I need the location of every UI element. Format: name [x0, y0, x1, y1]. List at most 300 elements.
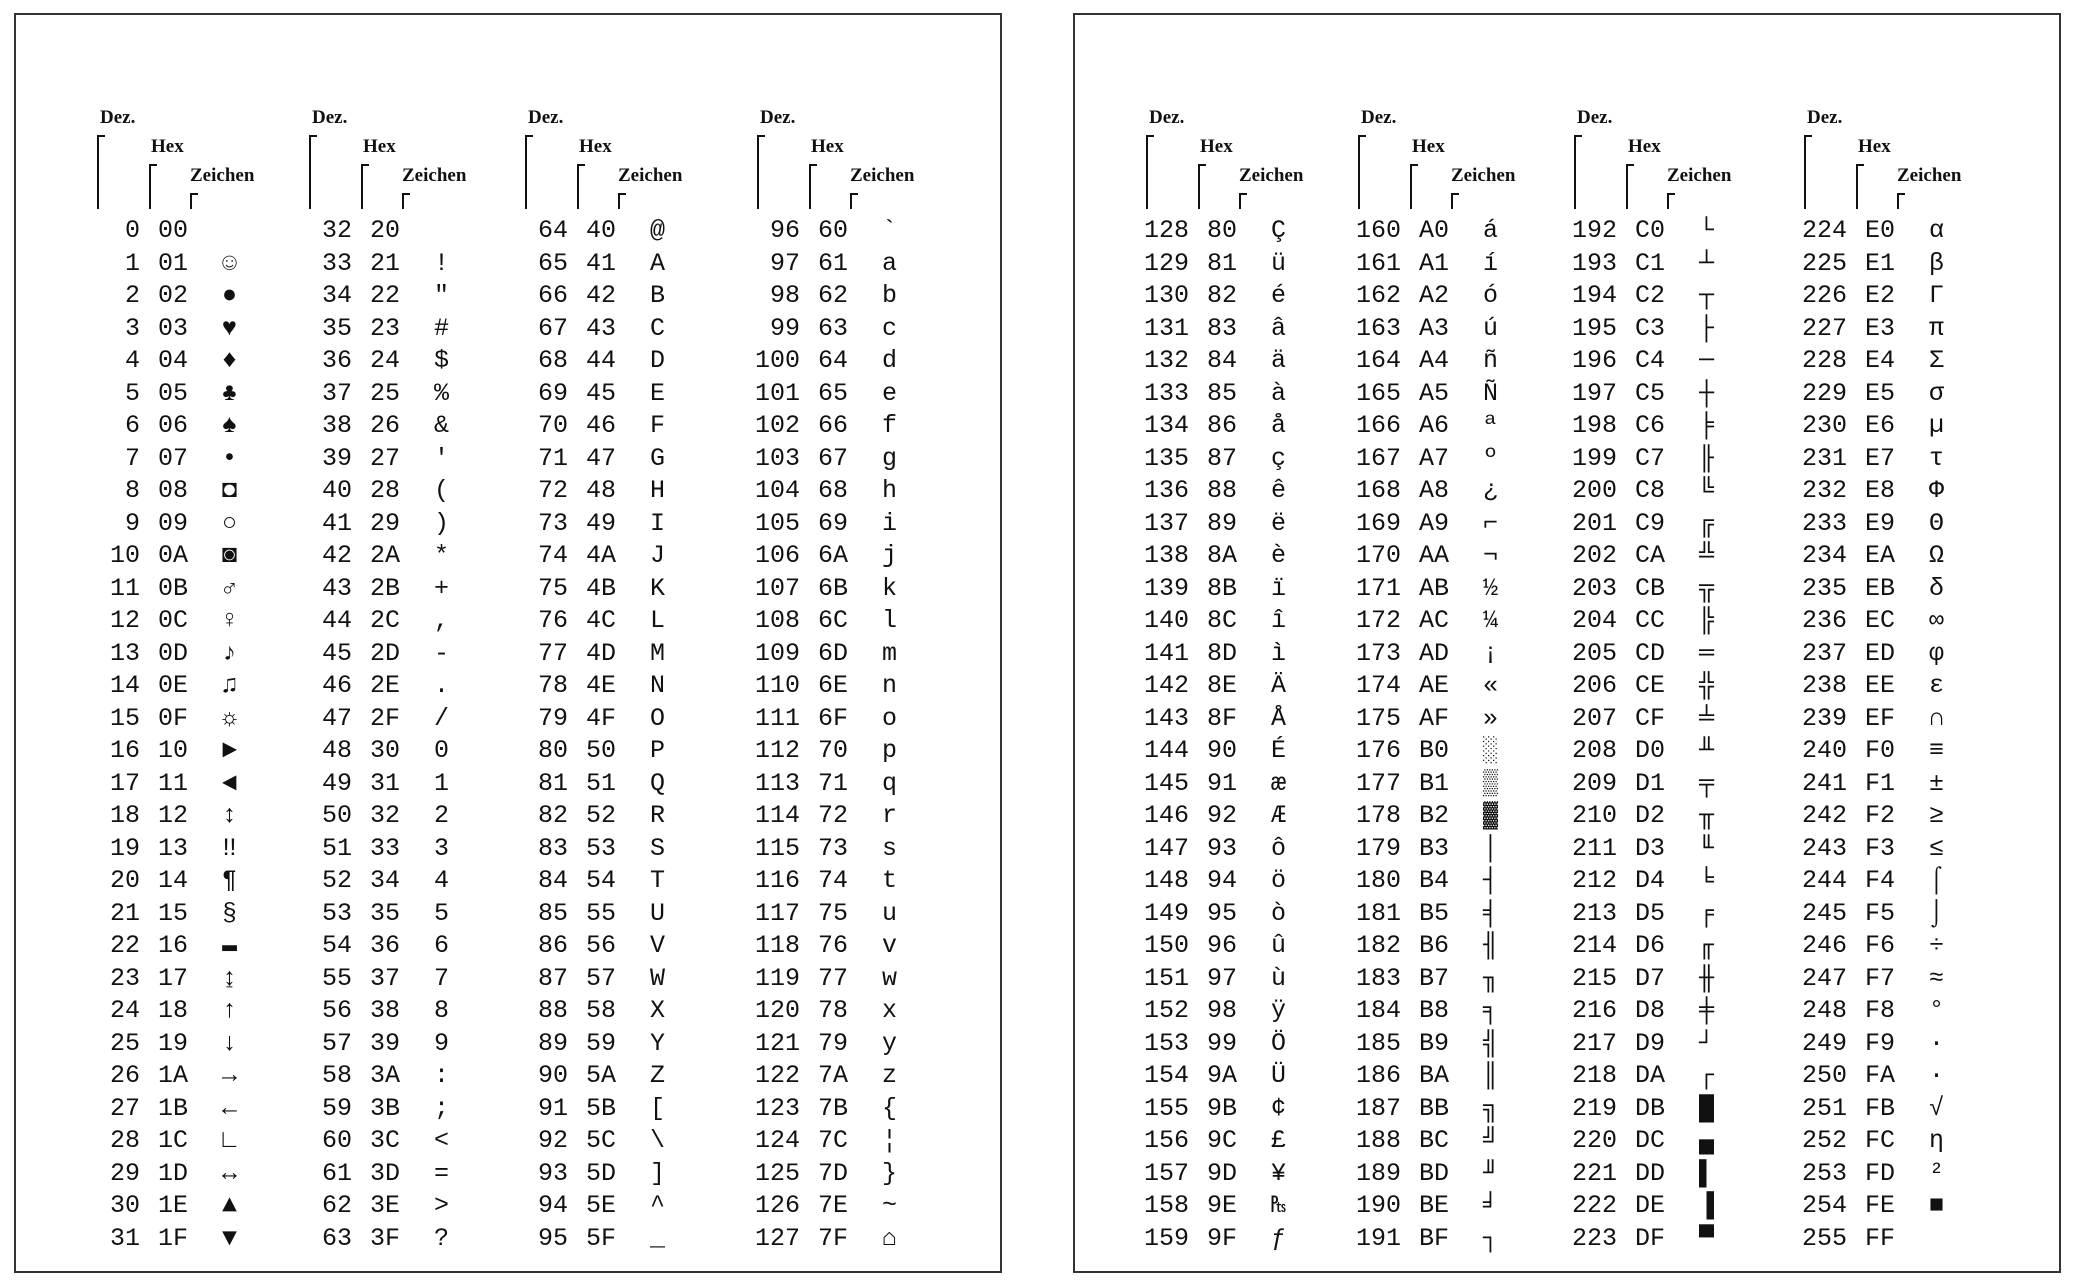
dec-value: 189: [1355, 1158, 1401, 1188]
dec-value: 118: [754, 931, 800, 960]
bracket-line: [402, 193, 404, 209]
char-glyph: ▄: [1699, 1126, 1715, 1155]
hex-value: 1A: [158, 1061, 189, 1090]
char-glyph: │: [1483, 833, 1499, 863]
dec-value: 30: [109, 1191, 140, 1220]
table-row: [300, 248, 515, 281]
rows: [88, 215, 303, 1255]
table-row: [1795, 1060, 2010, 1093]
hex-value: 84: [1207, 346, 1238, 375]
char-glyph: x: [882, 996, 898, 1025]
char-glyph: ¶: [222, 866, 238, 895]
hex-value: D5: [1635, 898, 1666, 928]
bracket-line: [1667, 193, 1669, 209]
char-glyph: Ω: [1929, 541, 1945, 570]
char-glyph: ╕: [1483, 996, 1499, 1025]
table-row: [516, 963, 731, 996]
hex-value: 0E: [158, 671, 189, 700]
hex-value: FE: [1865, 1191, 1896, 1220]
table-row: [1565, 800, 1780, 833]
dec-value: 185: [1355, 1028, 1401, 1058]
dec-value: 38: [321, 411, 352, 440]
dec-value: 33: [321, 248, 352, 278]
hex-value: 6E: [818, 671, 849, 700]
table-row: [1349, 345, 1564, 378]
table-row: [748, 443, 963, 476]
hex-value: C5: [1635, 378, 1666, 408]
hex-value: 8F: [1207, 703, 1238, 733]
table-row: [300, 605, 515, 638]
hex-value: F9: [1865, 1028, 1896, 1058]
hex-value: 8C: [1207, 606, 1238, 635]
dec-value: 61: [321, 1158, 352, 1188]
hex-value: 96: [1207, 931, 1238, 960]
dec-value: 49: [321, 768, 352, 798]
table-row: [88, 1125, 303, 1158]
hex-value: 79: [818, 1028, 849, 1058]
table-row: [1137, 280, 1352, 313]
hex-value: 14: [158, 866, 189, 895]
char-glyph: ~: [882, 1191, 898, 1220]
dec-value: 228: [1801, 346, 1847, 375]
hex-value: 8B: [1207, 573, 1238, 603]
hex-value: 6F: [818, 703, 849, 733]
rows: [748, 215, 963, 1255]
table-row: [1565, 313, 1780, 346]
char-glyph: °: [1929, 996, 1945, 1025]
table-row: [516, 995, 731, 1028]
dec-value: 81: [537, 768, 568, 798]
hex-value: 7B: [818, 1093, 849, 1123]
hex-value: A4: [1419, 346, 1450, 375]
hex-value: CD: [1635, 638, 1666, 668]
char-glyph: ↔: [222, 1158, 238, 1188]
table-row: [516, 1190, 731, 1223]
char-glyph: π: [1929, 313, 1945, 343]
table-row: [88, 800, 303, 833]
table-row: [1565, 735, 1780, 768]
hex-value: B0: [1419, 736, 1450, 765]
hex-value: DA: [1635, 1061, 1666, 1090]
table-row: [1349, 1190, 1564, 1223]
dec-value: 28: [109, 1126, 140, 1155]
dec-value: 196: [1571, 346, 1617, 375]
table-row: [1349, 215, 1564, 248]
dec-value: 141: [1143, 638, 1189, 668]
dec-value: 62: [321, 1191, 352, 1220]
table-row: [1349, 833, 1564, 866]
table-row: [1565, 963, 1780, 996]
column-2: [516, 95, 731, 1255]
dec-value: 5: [124, 378, 140, 408]
bracket-line: [1574, 135, 1576, 209]
hex-value: 17: [158, 963, 189, 993]
dec-value: 150: [1143, 931, 1189, 960]
dec-value: 78: [537, 671, 568, 700]
hex-value: F4: [1865, 866, 1896, 895]
char-glyph: ┬: [1699, 281, 1715, 310]
char-glyph: ≡: [1929, 736, 1945, 765]
hex-value: 34: [370, 866, 401, 895]
dec-value: 174: [1355, 671, 1401, 700]
hex-value: CF: [1635, 703, 1666, 733]
dec-value: 114: [754, 801, 800, 830]
char-glyph: ⌐: [1483, 508, 1499, 538]
table-row: [1137, 670, 1352, 703]
rows: [1137, 215, 1352, 1255]
table-row: [516, 1093, 731, 1126]
char-glyph: j: [882, 541, 898, 570]
table-row: [516, 768, 731, 801]
hex-value: 39: [370, 1028, 401, 1058]
table-row: [88, 215, 303, 248]
dec-value: 35: [321, 313, 352, 343]
dec-value: 91: [537, 1093, 568, 1123]
table-row: [748, 345, 963, 378]
table-row: [88, 1060, 303, 1093]
dec-value: 192: [1571, 216, 1617, 245]
dec-value: 144: [1143, 736, 1189, 765]
dec-value: 170: [1355, 541, 1401, 570]
dec-value: 27: [109, 1093, 140, 1123]
hex-value: 9A: [1207, 1061, 1238, 1090]
char-glyph: k: [882, 573, 898, 603]
table-row: [1795, 248, 2010, 281]
dec-value: 20: [109, 866, 140, 895]
dec-value: 138: [1143, 541, 1189, 570]
dec-value: 79: [537, 703, 568, 733]
dec-value: 155: [1143, 1093, 1189, 1123]
bracket-line: [577, 164, 585, 166]
char-glyph: ¼: [1483, 606, 1499, 635]
dec-value: 109: [754, 638, 800, 668]
char-glyph: ╩: [1699, 541, 1715, 570]
dec-value: 251: [1801, 1093, 1847, 1123]
hex-value: 4D: [586, 638, 617, 668]
hex-value: 2C: [370, 606, 401, 635]
dec-value: 158: [1143, 1191, 1189, 1220]
table-row: [1565, 573, 1780, 606]
table-row: [1137, 898, 1352, 931]
hex-value: 76: [818, 931, 849, 960]
char-glyph: J: [650, 541, 666, 570]
char-glyph: ♪: [222, 638, 238, 668]
dec-value: 243: [1801, 833, 1847, 863]
dec-value: 105: [754, 508, 800, 538]
table-row: [516, 703, 731, 736]
hex-value: 2E: [370, 671, 401, 700]
hex-value: 05: [158, 378, 189, 408]
table-row: [748, 638, 963, 671]
dec-value: 157: [1143, 1158, 1189, 1188]
hex-value: 3F: [370, 1223, 401, 1253]
dec-value: 237: [1801, 638, 1847, 668]
table-row: [748, 508, 963, 541]
table-row: [1565, 248, 1780, 281]
dec-value: 71: [537, 443, 568, 473]
dec-value: 179: [1355, 833, 1401, 863]
hex-value: C0: [1635, 216, 1666, 245]
hex-value: B3: [1419, 833, 1450, 863]
table-row: [1349, 573, 1564, 606]
hex-value: 89: [1207, 508, 1238, 538]
dec-value: 135: [1143, 443, 1189, 473]
dec-value: 234: [1801, 541, 1847, 570]
table-row: [1565, 605, 1780, 638]
hex-value: 9D: [1207, 1158, 1238, 1188]
hex-value: 6B: [818, 573, 849, 603]
dec-value: 110: [754, 671, 800, 700]
hex-value: 9C: [1207, 1126, 1238, 1155]
table-row: [88, 768, 303, 801]
table-row: [516, 475, 731, 508]
hex-value: C9: [1635, 508, 1666, 538]
hex-value: C3: [1635, 313, 1666, 343]
bracket-line: [1804, 135, 1812, 137]
hex-value: BC: [1419, 1126, 1450, 1155]
table-row: [1349, 1158, 1564, 1191]
char-glyph: ▬: [222, 931, 238, 960]
table-row: [1795, 963, 2010, 996]
table-row: [1565, 378, 1780, 411]
dec-value: 8: [124, 476, 140, 505]
dec-value: 156: [1143, 1126, 1189, 1155]
hex-value: 35: [370, 898, 401, 928]
hex-value: B1: [1419, 768, 1450, 798]
dec-value: 143: [1143, 703, 1189, 733]
char-glyph: -: [434, 638, 450, 668]
dec-value: 107: [754, 573, 800, 603]
table-row: [88, 898, 303, 931]
hex-value: 59: [586, 1028, 617, 1058]
dec-value: 53: [321, 898, 352, 928]
dec-value: 34: [321, 281, 352, 310]
table-row: [1137, 930, 1352, 963]
char-glyph: ≥: [1929, 801, 1945, 830]
hex-value: 93: [1207, 833, 1238, 863]
table-row: [88, 605, 303, 638]
hex-value: 1F: [158, 1223, 189, 1253]
table-row: [748, 995, 963, 1028]
dec-value: 177: [1355, 768, 1401, 798]
table-row: [516, 443, 731, 476]
table-row: [516, 248, 731, 281]
char-glyph: £: [1271, 1126, 1287, 1155]
table-row: [748, 410, 963, 443]
hex-value: 56: [586, 931, 617, 960]
dec-value: 241: [1801, 768, 1847, 798]
dec-value: 240: [1801, 736, 1847, 765]
hex-value: 87: [1207, 443, 1238, 473]
zeichen-label: Zeichen: [1667, 165, 1732, 186]
table-row: [1795, 995, 2010, 1028]
table-row: [748, 1125, 963, 1158]
hex-value: 38: [370, 996, 401, 1025]
char-glyph: :: [434, 1061, 450, 1090]
char-glyph: ¬: [1483, 541, 1499, 570]
bracket-line: [309, 135, 317, 137]
table-row: [300, 898, 515, 931]
dec-value: 97: [769, 248, 800, 278]
dec-value: 181: [1355, 898, 1401, 928]
hex-value: 7F: [818, 1223, 849, 1253]
hex-value: 00: [158, 216, 189, 245]
zeichen-label: Zeichen: [850, 165, 915, 186]
char-glyph: φ: [1929, 638, 1945, 668]
table-row: [88, 508, 303, 541]
dec-value: 52: [321, 866, 352, 895]
dec-value: 93: [537, 1158, 568, 1188]
bracket-line: [809, 164, 811, 209]
table-row: [1137, 1125, 1352, 1158]
dec-value: 183: [1355, 963, 1401, 993]
table-row: [88, 833, 303, 866]
hex-value: 5E: [586, 1191, 617, 1220]
char-glyph: c: [882, 313, 898, 343]
column-header: [88, 95, 303, 215]
dec-value: 139: [1143, 573, 1189, 603]
dec-value: 82: [537, 801, 568, 830]
dec-value: 151: [1143, 963, 1189, 993]
dec-value: 188: [1355, 1126, 1401, 1155]
zeichen-label: Zeichen: [402, 165, 467, 186]
table-row: [88, 1028, 303, 1061]
hex-value: 28: [370, 476, 401, 505]
table-row: [1137, 833, 1352, 866]
hex-value: E8: [1865, 476, 1896, 505]
char-glyph: ┼: [1699, 378, 1715, 408]
char-glyph: ‼: [222, 833, 238, 863]
hex-value: AF: [1419, 703, 1450, 733]
char-glyph: Æ: [1271, 801, 1287, 830]
table-row: [1137, 1223, 1352, 1256]
dec-value: 17: [109, 768, 140, 798]
dec-value: 130: [1143, 281, 1189, 310]
hex-value: 62: [818, 281, 849, 310]
dec-value: 4: [124, 346, 140, 375]
bracket-line: [1626, 164, 1634, 166]
char-glyph: 4: [434, 866, 450, 895]
char-glyph: ₧: [1271, 1191, 1287, 1220]
table-row: [88, 443, 303, 476]
char-glyph: ñ: [1483, 346, 1499, 375]
hex-value: 77: [818, 963, 849, 993]
dec-value: 204: [1571, 606, 1617, 635]
char-glyph: W: [650, 963, 666, 993]
table-row: [88, 573, 303, 606]
table-row: [300, 735, 515, 768]
table-row: [1349, 963, 1564, 996]
char-glyph: ╓: [1699, 931, 1715, 960]
table-row: [1349, 1093, 1564, 1126]
dec-value: 162: [1355, 281, 1401, 310]
table-row: [748, 1093, 963, 1126]
hex-value: BF: [1419, 1223, 1450, 1253]
dec-value: 171: [1355, 573, 1401, 603]
dec-value: 232: [1801, 476, 1847, 505]
char-glyph: v: [882, 931, 898, 960]
hex-value: 1E: [158, 1191, 189, 1220]
char-glyph: ╡: [1483, 898, 1499, 928]
table-row: [516, 540, 731, 573]
hex-value: B4: [1419, 866, 1450, 895]
char-glyph: ¢: [1271, 1093, 1287, 1123]
dec-value: 209: [1571, 768, 1617, 798]
char-glyph: 1: [434, 768, 450, 798]
table-row: [1137, 963, 1352, 996]
char-glyph: l: [882, 606, 898, 635]
table-row: [516, 313, 731, 346]
table-row: [1795, 215, 2010, 248]
hex-value: 78: [818, 996, 849, 1025]
bracket-line: [1856, 164, 1864, 166]
table-row: [300, 1223, 515, 1256]
dec-value: 77: [537, 638, 568, 668]
hex-value: 16: [158, 931, 189, 960]
char-glyph: ╬: [1699, 671, 1715, 700]
dec-value: 24: [109, 996, 140, 1025]
char-glyph: 6: [434, 931, 450, 960]
char-glyph: ●: [222, 281, 238, 310]
char-glyph: ⌂: [882, 1223, 898, 1253]
char-glyph: ╛: [1483, 1191, 1499, 1220]
dec-value: 153: [1143, 1028, 1189, 1058]
char-glyph: A: [650, 248, 666, 278]
dec-value: 117: [754, 898, 800, 928]
hex-value: 67: [818, 443, 849, 473]
hex-value: D4: [1635, 866, 1666, 895]
hex-value: 18: [158, 996, 189, 1025]
hex-value: 73: [818, 833, 849, 863]
table-row: [1565, 670, 1780, 703]
dec-value: 115: [754, 833, 800, 863]
table-row: [516, 833, 731, 866]
dec-value: 142: [1143, 671, 1189, 700]
hex-value: AB: [1419, 573, 1450, 603]
char-glyph: +: [434, 573, 450, 603]
table-row: [1137, 865, 1352, 898]
hex-value: 4C: [586, 606, 617, 635]
table-row: [516, 345, 731, 378]
hex-value: C8: [1635, 476, 1666, 505]
dec-value: 69: [537, 378, 568, 408]
table-row: [516, 930, 731, 963]
hex-value: FB: [1865, 1093, 1896, 1123]
char-glyph: ê: [1271, 476, 1287, 505]
dec-value: 230: [1801, 411, 1847, 440]
table-row: [1565, 280, 1780, 313]
dec-value: 106: [754, 541, 800, 570]
dec-value: 103: [754, 443, 800, 473]
hex-value: 8E: [1207, 671, 1238, 700]
char-glyph: @: [650, 216, 666, 245]
table-row: [1795, 378, 2010, 411]
char-glyph: û: [1271, 931, 1287, 960]
table-row: [300, 963, 515, 996]
char-glyph: ¿: [1483, 476, 1499, 505]
char-glyph: ë: [1271, 508, 1287, 538]
dec-value: 120: [754, 996, 800, 1025]
dec-value: 172: [1355, 606, 1401, 635]
table-row: [1795, 800, 2010, 833]
dec-value: 132: [1143, 346, 1189, 375]
hex-value: F5: [1865, 898, 1896, 928]
hex-value: FA: [1865, 1061, 1896, 1090]
table-row: [516, 1125, 731, 1158]
char-glyph: d: [882, 346, 898, 375]
table-row: [1137, 1093, 1352, 1126]
table-row: [1137, 768, 1352, 801]
